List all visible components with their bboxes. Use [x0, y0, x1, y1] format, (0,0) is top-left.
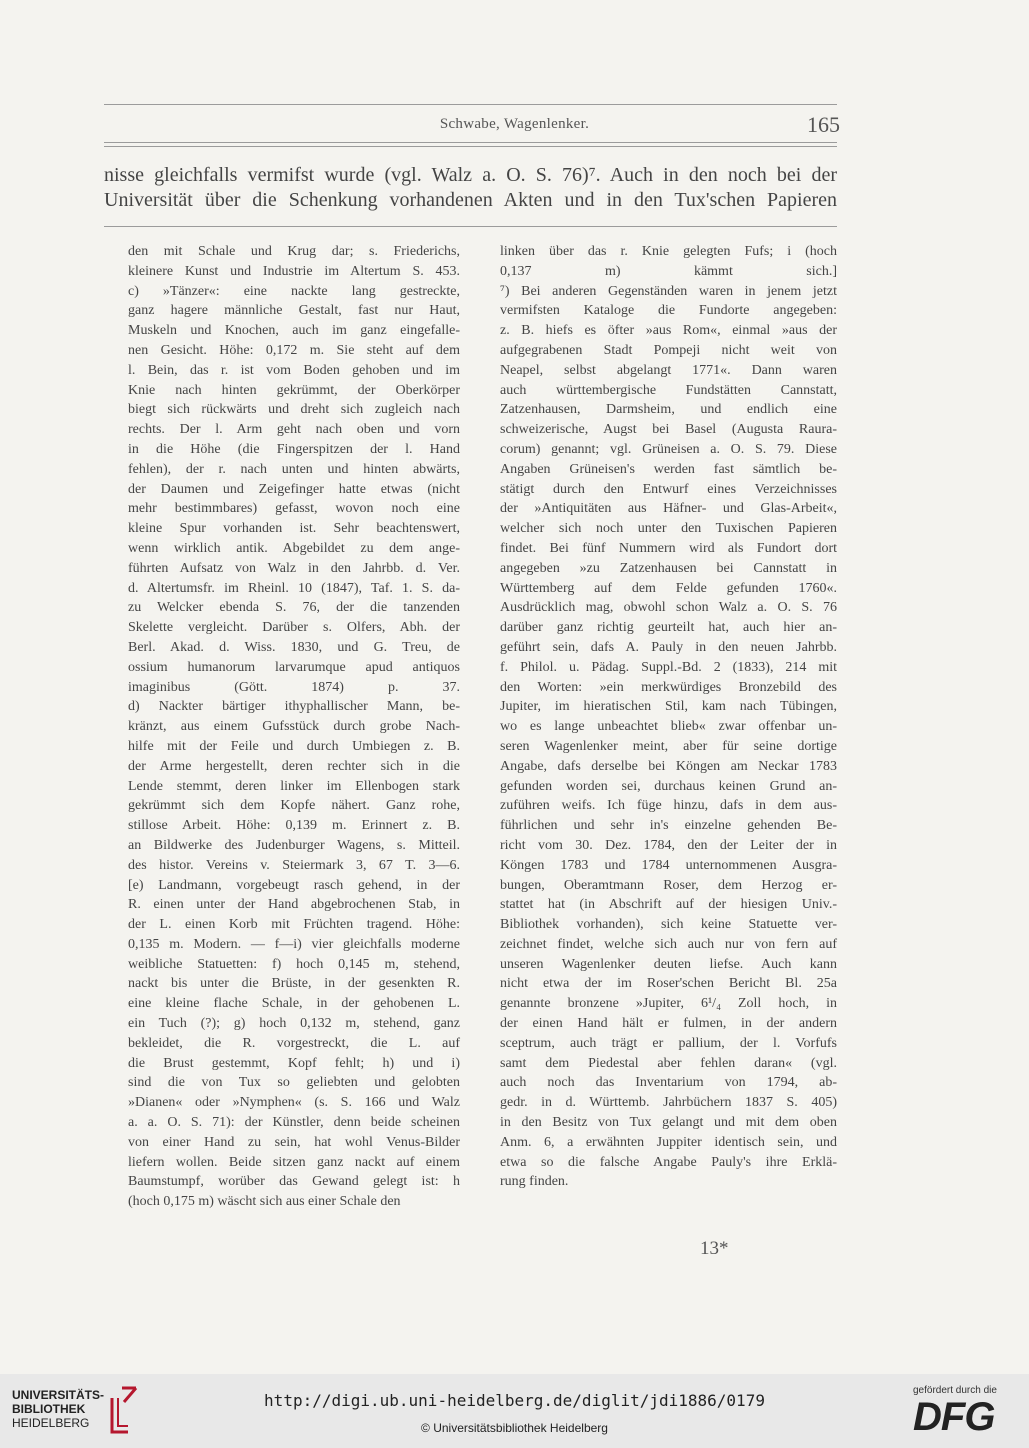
right-column-line: rung finden. [500, 1174, 569, 1190]
left-column-line: imaginibus (Gött. 1874) p. 37. [128, 679, 460, 695]
funded-by-label: gefördert durch die [913, 1385, 997, 1396]
left-column-line: Baumstumpf, worüber das Gewand gelegt ist: h [128, 1174, 460, 1190]
right-column-line: geführt sein, dafs A. Pauly in den neuen Jahrbb. [500, 639, 837, 655]
right-column-line: seren Wagenlenker meint, aber für seine dortige [500, 738, 837, 754]
right-column-line: ⁷) Bei anderen Gegenständen waren in jenem jetzt [500, 283, 837, 299]
right-column-line: welcher sich noch unter den Tuxischen Papieren [500, 521, 837, 537]
right-column-line: zeichnet findet, welche sich auch nur von fern auf [500, 936, 837, 952]
right-column-line: zuführen weifs. Ich füge hinzu, dafs in dem aus- [500, 798, 837, 814]
left-column-line: ossium humanorum larvarumque apud antiquos [128, 659, 460, 675]
right-column-line: sceptrum, auch trägt er pallium, der l. Vorfufs [500, 1035, 837, 1051]
left-column-line: Muskeln und Knochen, auch im ganz eingefalle- [128, 323, 460, 339]
right-column-line: der »Antiquitäten aus Häfner- und Glas-Arbeit«, [500, 501, 837, 517]
left-column-line: R. einen unter der Hand abgebrochenen Stab, in [128, 897, 460, 913]
right-column-line: gedr. in d. Württemb. Jahrbüchern 1837 S. 405) [500, 1095, 837, 1111]
permalink-url[interactable]: http://digi.ub.uni-heidelberg.de/diglit/jdi1886/0179 [264, 1391, 765, 1410]
left-column-line: in die Höhe (die Fingerspitzen der l. Hand [128, 441, 460, 457]
right-column-line: richt vom 30. Dez. 1784, den der Leiter der in [500, 837, 837, 853]
right-column-line: schweizerische, Augst bei Basel (Augusta Raura- [500, 422, 837, 438]
left-column-line: eine kleine flache Schale, in der gehobenen L. [128, 996, 460, 1012]
body-line: Universität über die Schenkung vorhandenen Akten und in den Tux'schen Papieren [104, 189, 837, 211]
right-column-line: Köngen 1783 und 1784 unternommenen Ausgra- [500, 857, 837, 873]
right-column-line: genannte bronzene »Jupiter, 6¹/₄ Zoll hoch, in [500, 996, 837, 1012]
right-column-line: findet. Bei fünf Nummern wird als Fundort dort [500, 540, 837, 556]
right-column-line: auch württembergische Fundstätten Cannstatt, [500, 382, 837, 398]
right-column-line: Angabe, dafs derselbe bei Köngen am Neckar 1783 [500, 758, 837, 774]
right-column-line: der einen Hand hält er fulmen, in der andern [500, 1016, 837, 1032]
right-column-line: auch noch das Inventarium von 1794, ab- [500, 1075, 837, 1091]
left-column-line: l. Bein, das r. ist vom Boden gehoben und im [128, 362, 460, 378]
left-column-line: zu Welcker ebenda S. 76, der die tanzenden [128, 600, 460, 616]
left-column-line: Berl. Akad. d. Wiss. 1830, und G. Treu, de [128, 639, 460, 655]
left-column-line: hilfe mit der Feile und durch Umbiegen z. B. [128, 738, 460, 754]
right-column-line: wo es lange unbeachtet blieb« zwar offenbar un- [500, 719, 837, 735]
right-column-line: etwa so die falsche Angabe Pauly's ihre Erklä- [500, 1154, 837, 1170]
left-column-line: an Bildwerke des Judenburger Wagens, s. Mitteil. [128, 837, 460, 853]
left-column-line: von einer Hand zu sein, hat wohl Venus-Bilder [128, 1134, 460, 1150]
right-column-line: stattet hat (in Abschrift auf der hiesigen Univ.- [500, 897, 837, 913]
left-column-line: (hoch 0,175 m) wäscht sich aus einer Schale den [128, 1194, 401, 1210]
right-column-line: darüber ganz richtig geurteilt hat, auch hier an- [500, 620, 837, 636]
right-column-line: Württemberg auf dem Felde gefunden 1760«. [500, 580, 837, 596]
left-column-line: kleinere Kunst und Industrie im Altertum S. 453. [128, 263, 460, 279]
right-column-line: führlichen und sehr in's einzelne gehenden Be- [500, 818, 837, 834]
right-column-line: linken über das r. Knie gelegten Fufs; i (hoch [500, 244, 837, 259]
left-column-line: Skelette vergleicht. Darüber s. Olfers, Abh. der [128, 620, 460, 636]
left-column-line: Lende stemmt, deren linker im Ellenbogen stark [128, 778, 460, 794]
logo-line-3: HEIDELBERG [12, 1416, 90, 1430]
left-column-line: weibliche Statuetten: f) hoch 0,145 m, stehend, [128, 956, 460, 972]
running-head: Schwabe, Wagenlenker. [439, 116, 590, 132]
right-column-line: unseren Wagenlenker deuten liefse. Auch kann [500, 956, 837, 972]
right-column-line: in den Besitz von Tux gelangt und mit dem oben [500, 1115, 837, 1131]
left-column-line: ganz hagere männliche Gestalt, fast nur Haut, [128, 303, 460, 319]
left-column-line: nackt bis unter die Brüste, in der gesenkten R. [128, 976, 460, 992]
right-column-line: aufgegrabenen Stadt Pompeji nicht weit von [500, 342, 837, 358]
left-column-line: c) »Tänzer«: eine nackte lang gestreckte, [128, 283, 460, 299]
left-column-line: den mit Schale und Krug dar; s. Friederichs, [128, 244, 460, 259]
right-column-line: Zatzenhausen, Darmsheim, und endlich eine [500, 402, 837, 418]
right-column-line: Anm. 6, a erwähnten Juppiter identisch sein, und [500, 1134, 837, 1150]
right-column-line: samt dem Piedestal aber fehlen daran« (vgl. [500, 1055, 837, 1071]
left-column-line: der Daumen und Zeigefinger hatte etwas (nicht [128, 481, 460, 497]
left-column-line: des histor. Vereins v. Steiermark 3, 67 T. 3—6. [128, 857, 460, 873]
body-text [104, 163, 837, 213]
right-column-line: gefunden worden sei, durchaus keinen Grund an- [500, 778, 837, 794]
right-column [500, 242, 837, 1192]
left-column-line: kleine Spur vorhanden ist. Sehr beachtenswert, [128, 521, 460, 537]
column-rule [104, 226, 837, 227]
dfg-logo[interactable]: DFG [913, 1395, 995, 1439]
left-column-line: Knie nach hinten gekrümmt, der Oberkörper [128, 382, 460, 398]
right-column-line: Jupiter, im hieratischen Stil, kam nach Tübingen, [500, 699, 837, 715]
left-column-line: der Arme hergestellt, deren rechter sich in die [128, 758, 460, 774]
right-column-line: Bibliothek vorhanden), sich keine Statuette ver- [500, 917, 837, 933]
left-column-line: a. a. O. S. 71): der Künstler, denn beide scheinen [128, 1115, 460, 1131]
left-column-line: sind die von Tux so geliebten und gelobten [128, 1075, 460, 1091]
right-column-line: den Worten: »ein merkwürdiges Bronzebild des [500, 679, 837, 695]
left-column-line: kränzt, aus einem Gufsstück durch grobe Nach- [128, 719, 460, 735]
left-column-line: führten Aufsatz von Walz in den Jahrbb. d. Ver. [128, 560, 460, 576]
left-column-line: mehr bestimmbares) gefasst, wovon noch eine [128, 501, 460, 517]
left-column-line: die Brust gestemmt, Kopf fehlt; h) und i) [128, 1055, 460, 1071]
signature-mark: 13* [700, 1238, 729, 1259]
left-column-line: fehlen), der r. nach unten und hinten abwärts, [128, 461, 460, 477]
left-column-line: der L. einen Korb mit Früchten tragend. Höhe: [128, 917, 460, 933]
left-column-line: gekrümmt sich dem Kopfe nähert. Ganz rohe, [128, 798, 460, 814]
left-column-line: stillose Arbeit. Höhe: 0,139 m. Erinnert z. B. [128, 818, 460, 834]
footer-bar [0, 1374, 1029, 1448]
top-rule [104, 104, 837, 105]
right-column-line: vermifsten Kataloge die Fundorte angegeben: [500, 303, 837, 319]
left-column-line: liefern wollen. Beide sitzen ganz nackt auf einem [128, 1154, 460, 1170]
right-column-line: stätigt durch den Entwurf eines Verzeichnisses [500, 481, 837, 497]
right-column-line: 0,137 m) kämmt sich.] [500, 263, 837, 279]
right-column-line: Ausdrücklich mag, obwohl schon Walz a. O. S. 76 [500, 600, 837, 616]
header-rule-1 [104, 142, 837, 143]
left-column-line: bekleidet, die R. vorgestreckt, die L. auf [128, 1035, 460, 1051]
right-column-line: angegeben »zu Zatzenhausen bei Cannstatt in [500, 560, 837, 576]
left-column-line: d) Nackter bärtiger ithyphallischer Mann, be- [128, 699, 460, 715]
left-column-line: [e) Landmann, vorgebeugt rasch gehend, in der [128, 877, 460, 893]
right-column-line: f. Philol. u. Pädag. Suppl.-Bd. 2 (1833), 214 mit [500, 659, 837, 675]
page-number: 165 [807, 112, 840, 137]
right-column-line: corum) genannt; vgl. Grüneisen a. O. S. 79. Diese [500, 441, 837, 457]
left-column [128, 242, 460, 1212]
right-column-line: Neapel, selbst abgelangt 1771«. Dann waren [500, 362, 837, 378]
right-column-line: bungen, Oberamtmann Roser, dem Herzog er- [500, 877, 837, 893]
left-column-line: nen Gesicht. Höhe: 0,172 m. Sie steht auf dem [128, 342, 460, 358]
right-column-line: nicht etwa der im Roser'schen Bericht Bl. 25a [500, 976, 837, 992]
left-column-line: wenn wirklich antik. Abgebildet zu dem ange- [128, 540, 460, 556]
logo-line-2: BIBLIOTHEK [12, 1402, 86, 1416]
left-column-line: rechts. Der l. Arm geht nach oben und vorn [128, 422, 460, 438]
left-column-line: 0,135 m. Modern. — f—i) vier gleichfalls moderne [128, 936, 460, 952]
left-column-line: d. Altertumsfr. im Rheinl. 10 (1847), Taf. 1. S. da- [128, 580, 460, 596]
left-column-line: biegt sich rückwärts und dreht sich zugleich nach [128, 402, 460, 418]
right-column-line: z. B. hiefs es öfter »aus Rom«, einmal »aus der [500, 323, 837, 339]
right-column-line: Angaben Grüneisen's werden fast sämtlich be- [500, 461, 837, 477]
left-column-line: »Dianen« oder »Nymphen« (s. S. 166 und Walz [128, 1095, 460, 1111]
copyright-notice: © Universitätsbibliothek Heidelberg [421, 1421, 608, 1435]
header-rule-2 [104, 146, 837, 147]
left-column-line: ein Tuch (?); g) hoch 0,132 m, stehend, ganz [128, 1016, 460, 1032]
body-line: nisse gleichfalls vermifst wurde (vgl. Walz a. O. S. 76)⁷. Auch in den noch bei der [104, 164, 837, 186]
logo-line-1: UNIVERSITÄTS- [12, 1388, 105, 1402]
